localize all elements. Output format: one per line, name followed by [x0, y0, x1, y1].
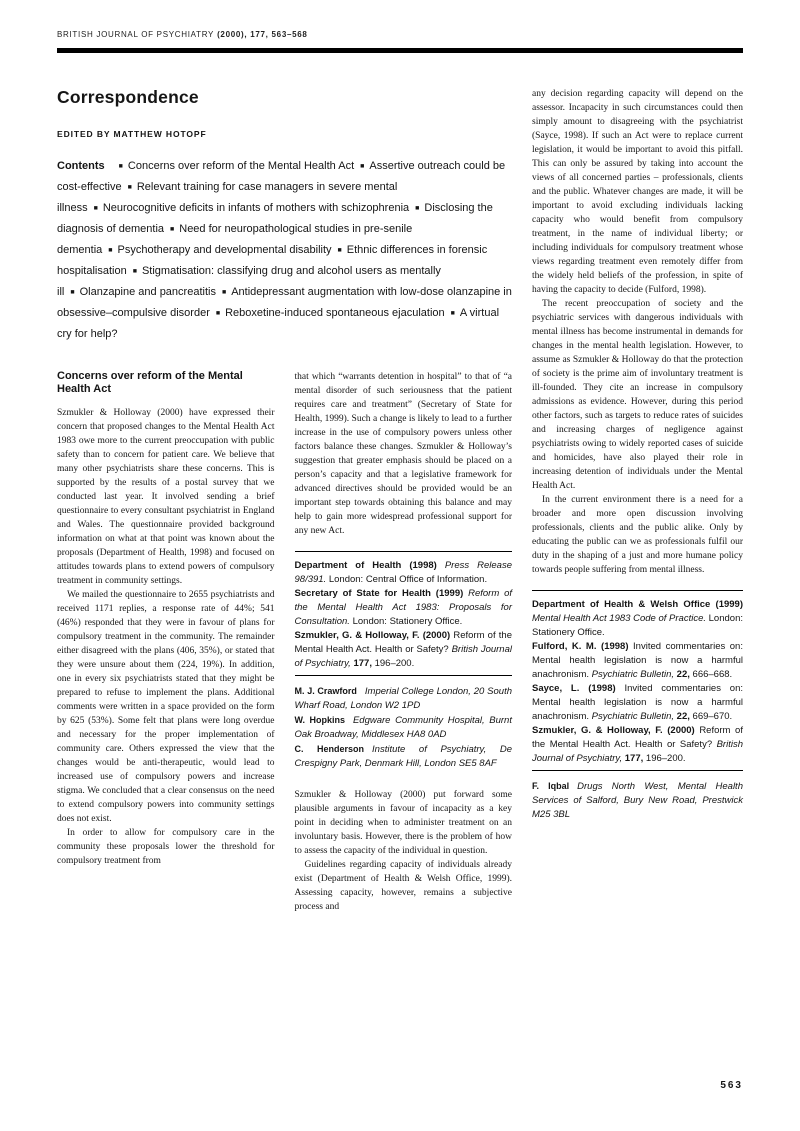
reference: [295, 559, 513, 587]
contents-item-label: Antidepressant augmentation with low-dose olanzapine in obsessive–compulsive disorder: [57, 286, 512, 319]
reference-title: Press Release 98/391.: [294, 559, 512, 585]
column-1: [57, 370, 275, 914]
reference-volume: 22,: [674, 669, 690, 680]
header-rule: [57, 48, 743, 53]
reference-title: Mental Health Act 1983 Code of Practice.: [532, 613, 706, 624]
reference: [532, 640, 743, 682]
contents-item-label: Neurocognitive deficits in infants of mothers with schizophrenia: [102, 202, 410, 214]
column-2: [295, 370, 513, 914]
reference-text: 196–200.: [643, 753, 686, 764]
contents-item-label: Olanzapine and pancreatitis: [79, 286, 216, 298]
signature-name: M. J. Crawford: [294, 685, 357, 696]
contents-item: [113, 160, 354, 172]
contents-item: [210, 307, 445, 319]
contents-list: [57, 156, 512, 345]
reference-authors: Department of Health & Welsh Office (1999): [532, 599, 743, 610]
reference-text: Invited commentaries on: Mental health legislation is now a harmful anachronism.: [532, 683, 743, 722]
letter1-heading: Concerns over reform of the Mental Health Act: [57, 369, 243, 396]
contents-item-label: Reboxetine-induced spontaneous ejaculation: [225, 307, 445, 319]
contents-label: Contents: [57, 160, 105, 172]
signature-name: C. Henderson: [294, 743, 365, 754]
contents-item-label: Assertive outreach could be cost-effective: [57, 160, 506, 193]
signature-name: F. Iqbal: [532, 781, 570, 791]
reference-authors: Sayce, L. (1998): [532, 683, 616, 694]
square-bullet-icon: ■: [108, 246, 113, 254]
reference-text: 669–670.: [689, 711, 733, 722]
reference-text: London: Stationery Office.: [349, 615, 463, 627]
reference: [295, 587, 513, 629]
letter1-references: [295, 551, 513, 671]
signature: [295, 684, 513, 713]
square-bullet-icon: ■: [93, 204, 98, 212]
contents-item-label: A virtual cry for help?: [57, 307, 500, 340]
contents-item: [64, 286, 216, 298]
square-bullet-icon: ■: [118, 162, 123, 170]
letter1-paragraph: We mailed the questionnaire to 2655 psychiatrists and received 1171 replies, a response rate of 44%; 541 (46%) responded that they were in favour of plans for compulsory treatment in the community. The remainder either disagreed with the plans (406, 35%), or stated that they were unsure about them (224, 19%). In addition, one in every six psychiatrists stated that they might be prepared to refuse to implement the plans. Additional comments were written in a space provided on the form by 625 (53%). Some felt that plans were long overdue and necessary for the proper implementation of community care. Others expressed the view that the changes would be anti-therapeutic, would lead to increased use of compulsory powers and increase stigma. We concluded that a clear consensus on the need to extend compulsory powers into community settings does not exist.: [57, 590, 275, 824]
letter1-paragraph-continuation: that which “warrants detention in hospital” to that of “a mental disorder of such seriousness that the patient requires care and treatment” (Secretary of State for Health, 1999). Such a change is likely to lead to a further increase in the use of compulsory powers unless other factors balance these changes. Szmukler & Holloway’s suggestion that greater emphasis should be placed on a person’s capacity and that a legislative framework for advanced directives should be provided would be an important step towards obtaining this balance and may help to gain more widespread professional support for any new Act.: [294, 371, 512, 536]
reference-text: Reform of the Mental Health Act. Health or Safety?: [294, 629, 512, 655]
reference-volume: 177,: [622, 753, 644, 764]
journal-volume-info: (2000), 177, 563–568: [217, 30, 308, 39]
square-bullet-icon: ■: [450, 309, 455, 317]
edited-by-line: EDITED BY MATTHEW HOTOPF: [57, 129, 207, 139]
square-bullet-icon: ■: [360, 162, 365, 170]
letter2-paragraph: In the current environment there is a need for a broader and more open discussion involving professionals, clients and the public alike. Only by educating the public can we as professionals fulfil our duty in the shaping of a just and more humane policy towards people suffering from mental illness.: [532, 495, 743, 575]
reference-text: 666–668.: [689, 669, 733, 680]
journal-header: [57, 30, 743, 39]
signature-affiliation: Imperial College London, 20 South Wharf Road, London W2 1PD: [294, 685, 512, 711]
signature: [295, 713, 513, 742]
reference: [295, 629, 513, 671]
reference: [532, 598, 743, 640]
square-bullet-icon: ■: [215, 309, 221, 317]
page-content: [57, 87, 743, 914]
letter2-paragraph: The recent preoccupation of society and the psychiatric services with dangerous individuals with mental illness has become instrumental in demands for changes in the mental health legislation. However, to assume as Szmukler & Holloway do that the protection of society is the prime aim of involuntary treatment is ill-founded. They cite an increase in compulsory admissions as evidence. However, during this period other factors, such as targets to reduce rates of suicides and increasing charges of negligence against psychiatrists owing to widely reported cases of suicide and homicides, have also played their role in increasing detention of individuals under the Mental Health Act.: [532, 299, 743, 491]
page-title: Correspondence: [57, 87, 199, 107]
letter1-signatures: [295, 675, 513, 771]
letter2-paragraph: Szmukler & Holloway (2000) put forward some plausible arguments in favour of incapacity as a key point in deciding when to administer treatment on an involuntary basis. However, there is the problem of how to assess the capacity of the individual in question.: [294, 789, 512, 856]
signature-affiliation: Institute of Psychiatry, De Crespigny Park, Denmark Hill, London SE5 8AF: [294, 743, 512, 769]
letter2-paragraph: Guidelines regarding capacity of individuals already exist (Department of Health & Welsh Office, 1999). Assessing capacity, however, remains a subjective process and: [294, 859, 512, 912]
signature-affiliation: Drugs North West, Mental Health Services of Salford, Bury New Road, Prestwick M25 3BL: [532, 781, 743, 820]
letter1-paragraph: Szmukler & Holloway (2000) have expressed their concern that proposed changes to the Mental Health Act 1983 owe more to the current preoccupation with public safety than to concern for patient care. We believe that many other psychiatrists share these concerns. This is supported by the results of a postal survey that we conducted last year. It involved sending a brief questionnaire to every consultant psychiatrist in England and Wales. The questionnaire provided background information on what at that point was known about the proposals (Department of Health, 1998) and focused on attitudes towards plans to extend powers of compulsory treatment in community settings.: [57, 408, 275, 586]
contents-item-label: Psychotherapy and developmental disability: [117, 244, 332, 256]
reference-text: Invited commentaries on: Mental health legislation is now a harmful anachronism.: [532, 641, 743, 680]
signature-name: W. Hopkins: [294, 714, 345, 725]
reference-volume: 177,: [350, 657, 372, 669]
square-bullet-icon: ■: [221, 288, 227, 296]
letter2-paragraph-continuation: any decision regarding capacity will depend on the assessor. Incapacity in such circumstances could then simply amount to disagreeing with the psychiatrist (Sayce, 1998). If such an Act were to replace current legislation, it would be important to avoid this pitfall. This can only be assured by taking into account the views of all concerned parties – professionals, clients and the public. Whatever changes are made, it will be important to avoid excluding individuals lacking capacity who would benefit from compulsory treatment, in the name of individual liberty; or including individuals for compulsory treatment whose views regarding treatment even remotely differ from the widely held beliefs of the profession, in spite of having the capacity to decide (Fulford, 1998).: [532, 89, 743, 295]
reference-authors: Szmukler, G. & Holloway, F. (2000): [294, 629, 451, 641]
reference-authors: Department of Health (1998): [294, 559, 437, 571]
reference-text: 196–200.: [371, 657, 415, 669]
signature-affiliation: Edgware Community Hospital, Burnt Oak Broadway, Middlesex HA8 0AD: [294, 714, 512, 740]
contents-item-label: Concerns over reform of the Mental Health Act: [127, 160, 355, 172]
letter-columns: [57, 370, 512, 914]
square-bullet-icon: ■: [337, 246, 342, 254]
contents-item-label: Relevant training for case managers in severe mental illness: [57, 181, 398, 214]
signature: [532, 779, 743, 822]
square-bullet-icon: ■: [170, 225, 175, 233]
reference-volume: 22,: [674, 711, 690, 722]
contents-item: [102, 244, 331, 256]
signature: [295, 742, 513, 771]
reference-authors: Szmukler, G. & Holloway, F. (2000): [532, 725, 695, 736]
page-number: 563: [720, 1080, 743, 1091]
reference: [532, 724, 743, 766]
letter2-signatures: [532, 770, 743, 822]
journal-name: BRITISH JOURNAL OF PSYCHIATRY: [57, 30, 215, 39]
contents-item-label: Disclosing the diagnosis of dementia: [57, 202, 493, 235]
reference-title: British Journal of Psychiatry,: [532, 739, 743, 764]
reference: [532, 682, 743, 724]
contents-item-label: Need for neuropathological studies in pre-senile dementia: [57, 223, 413, 256]
column-3: [532, 87, 743, 914]
reference-title: Psychiatric Bulletin,: [591, 669, 675, 680]
reference-title: British Journal of Psychiatry,: [294, 643, 512, 669]
letter1-paragraph: In order to allow for compulsory care in the community these proposals lower the threshold for compulsory treatment from: [57, 828, 275, 866]
square-bullet-icon: ■: [415, 204, 420, 212]
square-bullet-icon: ■: [132, 267, 137, 275]
square-bullet-icon: ■: [127, 183, 132, 191]
contents-item-label: Stigmatisation: classifying drug and alcohol users as mentally ill: [57, 265, 441, 298]
reference-authors: Secretary of State for Health (1999): [294, 587, 464, 599]
reference-title: Psychiatric Bulletin,: [591, 711, 675, 722]
reference-authors: Fulford, K. M. (1998): [532, 641, 629, 652]
left-area: [57, 87, 512, 914]
contents-item-label: Ethnic differences in forensic hospitalisation: [57, 244, 488, 277]
contents-item: [88, 202, 410, 214]
square-bullet-icon: ■: [70, 288, 75, 296]
letter2-references: [532, 590, 743, 766]
reference-text: Reform of the Mental Health Act. Health or Safety?: [532, 725, 743, 750]
reference-text: London: Central Office of Information.: [326, 573, 488, 585]
reference-text: London: Stationery Office.: [532, 613, 743, 638]
reference-title: Reform of the Mental Health Act 1983: Proposals for Consultation.: [294, 587, 512, 627]
